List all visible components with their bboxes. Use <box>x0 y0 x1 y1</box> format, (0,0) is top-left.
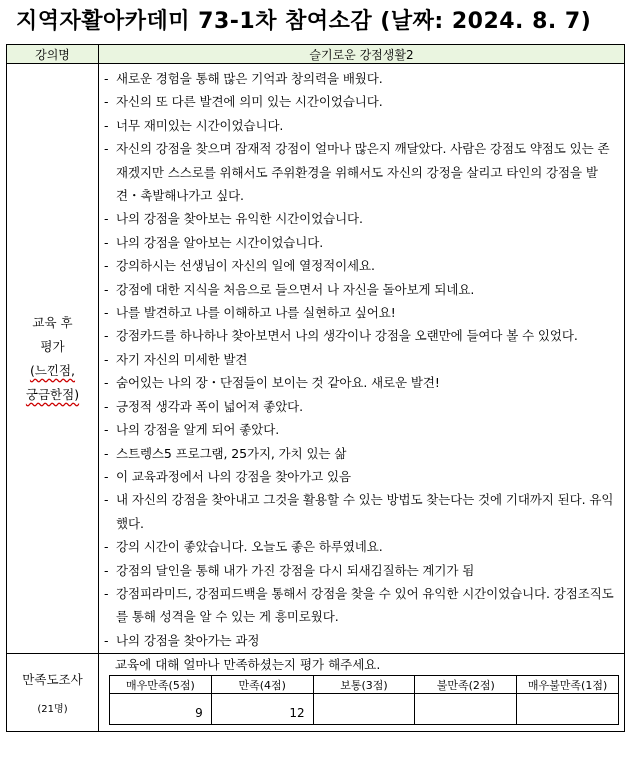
feedback-item: - 새로운 경험을 통해 많은 기억과 창의력을 배웠다. <box>103 67 620 90</box>
evaluation-content <box>99 64 625 654</box>
feedback-item: - 강점피라미드, 강점피드백을 통해서 강점을 찾을 수 있어 유익한 시간이었습니다. 강점조직도를 통해 성격을 알 수 있는 게 흥미로웠다. <box>103 582 620 629</box>
satisfaction-label: 만족도조사 <box>22 672 83 688</box>
feedback-item: - 나의 강점을 찾아가는 과정 <box>103 629 620 652</box>
satisfaction-column-header: 만족(4점) <box>211 676 313 694</box>
feedback-item: - 자신의 또 다른 발견에 의미 있는 시간이었습니다. <box>103 90 620 113</box>
feedback-item: - 나를 발견하고 나를 이해하고 나를 실현하고 싶어요! <box>103 301 620 324</box>
satisfaction-question: 교육에 대해 얼마나 만족하셨는지 평가 해주세요. <box>115 657 381 673</box>
evaluation-label-line3: (느낀점, <box>29 362 76 378</box>
feedback-item: - 강점에 대한 지식을 처음으로 들으면서 나 자신을 돌아보게 되네요. <box>103 278 620 301</box>
satisfaction-value <box>313 694 415 725</box>
feedback-item: - 자기 자신의 미세한 발견 <box>103 348 620 371</box>
satisfaction-content <box>99 654 625 732</box>
feedback-item: - 스트렝스5 프로그램, 25가지, 가치 있는 삶 <box>103 442 620 465</box>
satisfaction-header-row <box>110 676 619 694</box>
evaluation-label <box>7 64 99 654</box>
satisfaction-value: 9 <box>110 694 212 725</box>
feedback-item: - 내 자신의 강점을 찾아내고 그것을 활용할 수 있는 방법도 찾는다는 것에 기대까지 된다. 유익했다. <box>103 488 620 535</box>
header-course-label: 강의명 <box>7 45 99 64</box>
feedback-item: - 강점카드를 하나하나 찾아보면서 나의 생각이나 강점을 오랜만에 들여다 볼 수 있었다. <box>103 324 620 347</box>
satisfaction-column-header: 보통(3점) <box>313 676 415 694</box>
feedback-list <box>99 64 624 653</box>
feedback-item: - 강의하시는 선생님이 자신의 일에 열정적이세요. <box>103 254 620 277</box>
respondent-count: (21명) <box>37 704 68 716</box>
header-row <box>7 45 625 64</box>
satisfaction-value: 12 <box>211 694 313 725</box>
feedback-item: - 나의 강점을 찾아보는 유익한 시간이었습니다. <box>103 207 620 230</box>
satisfaction-column-header: 매우불만족(1점) <box>517 676 619 694</box>
satisfaction-label-cell <box>7 654 99 732</box>
satisfaction-row <box>7 654 625 732</box>
satisfaction-value <box>517 694 619 725</box>
feedback-item: - 긍정적 생각과 폭이 넓어져 좋았다. <box>103 395 620 418</box>
feedback-item: - 나의 강점을 알게 되어 좋았다. <box>103 418 620 441</box>
feedback-item: - 나의 강점을 알아보는 시간이었습니다. <box>103 231 620 254</box>
evaluation-label-line2: 평가 <box>40 338 65 354</box>
satisfaction-column-header: 불만족(2점) <box>415 676 517 694</box>
feedback-item: - 자신의 강점을 찾으며 잠재적 강점이 얼마나 많은지 깨달았다. 사람은 강점도 약점도 있는 존재겠지만 스스로를 위해서도 주위환경을 위해서도 자신의 강정을 살리고 타인의 강점을 발견・촉발해나가고 싶다. <box>103 137 620 207</box>
evaluation-label-line4: 궁금한점) <box>25 386 80 402</box>
evaluation-row <box>7 64 625 654</box>
feedback-item: - 강점의 달인을 통해 내가 가진 강점을 다시 되새김질하는 계기가 됨 <box>103 559 620 582</box>
satisfaction-column-header: 매우만족(5점) <box>110 676 212 694</box>
document-title: 지역자활아카데미 73-1차 참여소감 (날짜: 2024. 8. 7) <box>16 9 592 34</box>
evaluation-label-line1: 교육 후 <box>32 314 73 330</box>
feedback-item: - 이 교육과정에서 나의 강점을 찾아가고 있음 <box>103 465 620 488</box>
feedback-item: - 너무 재미있는 시간이었습니다. <box>103 114 620 137</box>
feedback-item: - 강의 시간이 좋았습니다. 오늘도 좋은 하루였네요. <box>103 535 620 558</box>
satisfaction-value <box>415 694 517 725</box>
feedback-item: - 숨어있는 나의 장・단점들이 보이는 것 같아요. 새로운 발견! <box>103 371 620 394</box>
satisfaction-table <box>109 675 619 725</box>
feedback-table <box>6 44 625 732</box>
satisfaction-value-row <box>110 694 619 725</box>
header-course-name: 슬기로운 강점생활2 <box>99 45 625 64</box>
